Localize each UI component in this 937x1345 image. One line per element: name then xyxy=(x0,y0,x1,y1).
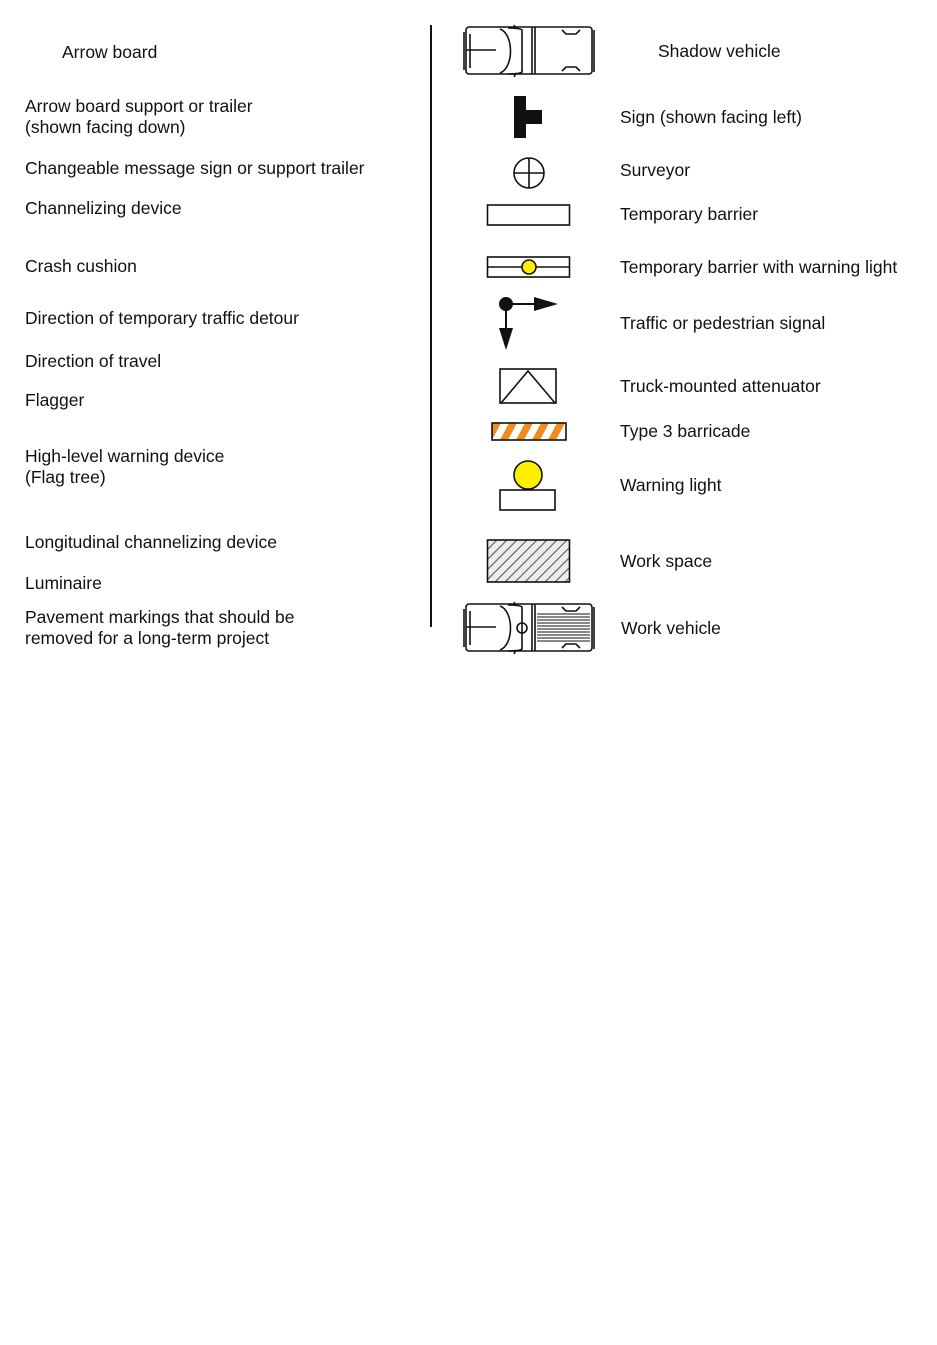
label-line: High-level warning device xyxy=(25,446,225,466)
temporary-barrier-icon xyxy=(486,203,572,229)
temporary-barrier-light-icon xyxy=(486,255,572,281)
label-work-vehicle: Work vehicle xyxy=(621,618,721,638)
surveyor-icon xyxy=(512,156,546,190)
label-line: Arrow board support or trailer xyxy=(25,96,253,116)
work-space-icon xyxy=(485,537,573,587)
label-high-level-warning xyxy=(25,446,224,488)
label-changeable-message-sign: Changeable message sign or support trailer xyxy=(25,158,365,178)
label-truck-mounted-attenuator: Truck-mounted attenuator xyxy=(620,376,821,396)
label-crash-cushion: Crash cushion xyxy=(25,256,137,276)
label-arrow-board: Arrow board xyxy=(62,42,158,62)
label-surveyor: Surveyor xyxy=(620,160,691,180)
label-pavement-markings xyxy=(25,607,294,649)
barricade-icon xyxy=(489,420,569,444)
label-work-space: Work space xyxy=(620,551,713,571)
signal-icon xyxy=(494,292,562,354)
label-line: (Flag tree) xyxy=(25,467,106,487)
label-arrow-board-support xyxy=(25,96,253,138)
attenuator-icon xyxy=(498,366,560,408)
label-warning-light: Warning light xyxy=(620,475,722,495)
label-temporary-barrier-light: Temporary barrier with warning light xyxy=(620,257,898,277)
label-line: removed for a long-term project xyxy=(25,628,270,648)
work-vehicle-icon xyxy=(462,600,596,656)
label-line: (shown facing down) xyxy=(25,117,186,137)
label-signal: Traffic or pedestrian signal xyxy=(620,313,826,333)
label-luminaire: Luminaire xyxy=(25,573,102,593)
shadow-vehicle-icon xyxy=(462,24,596,78)
label-flagger: Flagger xyxy=(25,390,85,410)
label-temporary-barrier: Temporary barrier xyxy=(620,204,759,224)
label-sign: Sign (shown facing left) xyxy=(620,107,802,127)
warning-light-icon xyxy=(497,458,561,514)
column-divider xyxy=(430,25,432,627)
label-type3-barricade: Type 3 barricade xyxy=(620,421,751,441)
label-channelizing-device: Channelizing device xyxy=(25,198,182,218)
sign-icon xyxy=(512,94,546,140)
label-longitudinal-channelizing: Longitudinal channelizing device xyxy=(25,532,277,552)
label-shadow-vehicle: Shadow vehicle xyxy=(658,41,781,61)
label-direction-of-travel: Direction of travel xyxy=(25,351,162,371)
label-line: Pavement markings that should be xyxy=(25,607,295,627)
label-detour-direction: Direction of temporary traffic detour xyxy=(25,308,299,328)
